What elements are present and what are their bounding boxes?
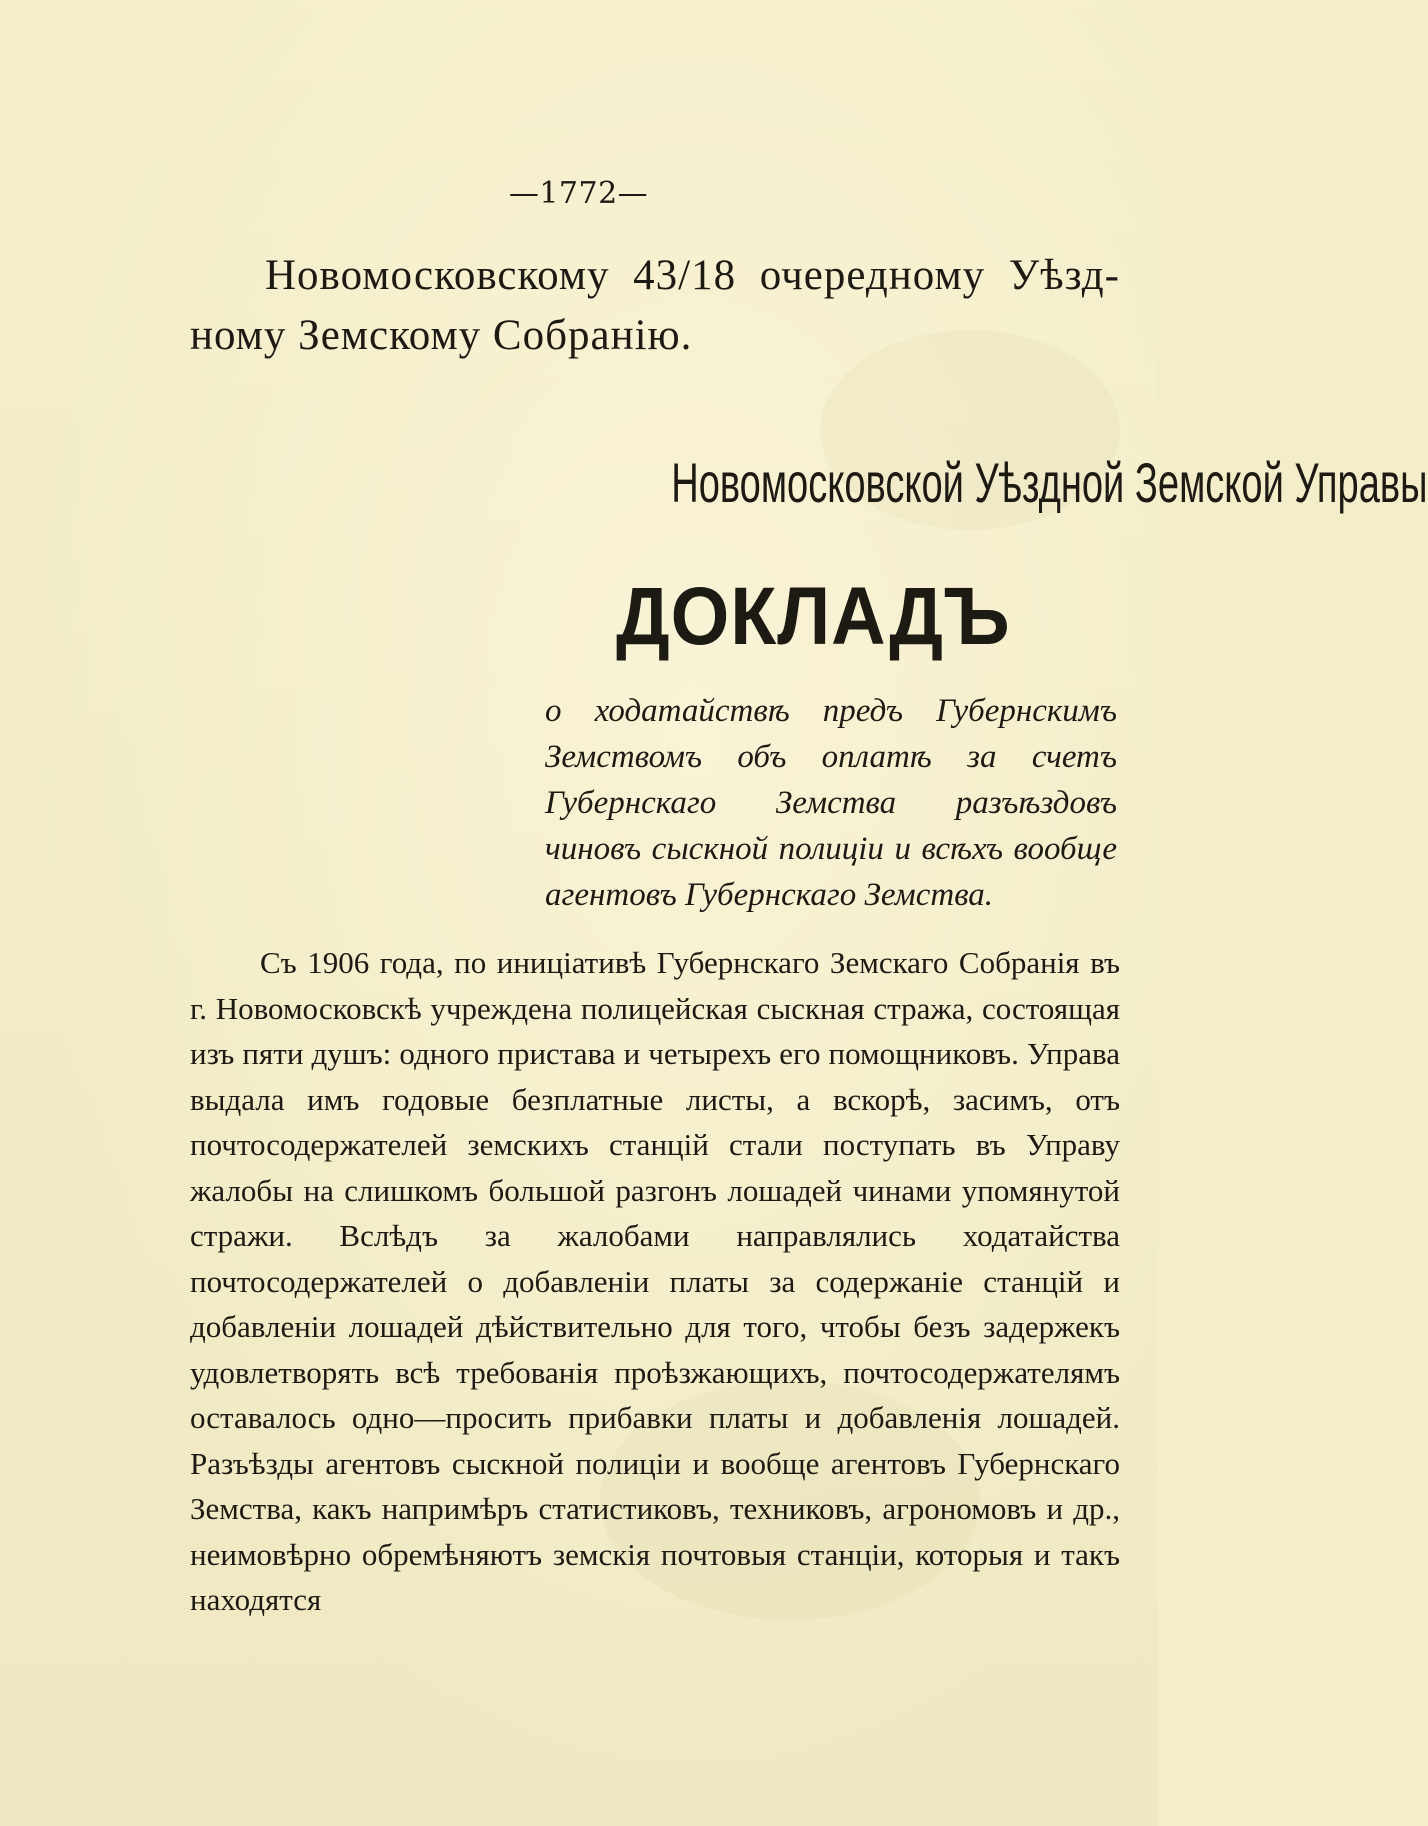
- page-number: —1772—: [508, 176, 649, 211]
- report-subject: о ходатайствѣ предъ Губернскимъ Земствомъ объ оплатѣ за счетъ Губернскаго Земства разъѣздовъ чиновъ сыскной полиціи и всѣхъ вообще агентовъ Губернскаго Земства.: [545, 693, 1117, 913]
- report-title: ДОКЛАДЪ: [616, 571, 1011, 662]
- address-heading: [190, 246, 1120, 366]
- body-paragraph: Съ 1906 года, по иниціативѣ Губернскаго Земскаго Собранія въ г. Новомосковскѣ учреждена полицейская сыскная стража, состоящая изъ пяти душъ: одного пристава и четырехъ его помощниковъ. Управа выдала имъ годовые безплатные листы, а вскорѣ, засимъ, отъ почтосодержателей земскихъ станцій стали поступать въ Управу жалобы на слишкомъ большой разгонъ лошадей чинами упомянутой стражи. Вслѣдъ за жалобами направлялись ходатайства почтосодержателей о добавленіи платы за содержаніе станцій и добавленіи лошадей дѣйствительно для того, чтобы безъ задержекъ удовлетворять всѣ требованія проѣзжающихъ, почтосодержателямъ оставалось одно—просить прибавки платы и добавленія лошадей. Разъѣзды агентовъ сыскной полиціи и вообще агентовъ Губернскаго Земства, какъ напримѣръ статистиковъ, техниковъ, агрономовъ и др., неимовѣрно обремѣняютъ земскія почтовыя станціи, которыя и такъ находятся: [190, 945, 1120, 1617]
- address-line-2: ному Земскому Собранію.: [190, 312, 693, 359]
- board-heading: Новомосковской Уѣздной Земской Управы: [671, 451, 1428, 514]
- address-line-1: Новомосковскому 43/18 очередному Уѣзд-: [265, 252, 1120, 299]
